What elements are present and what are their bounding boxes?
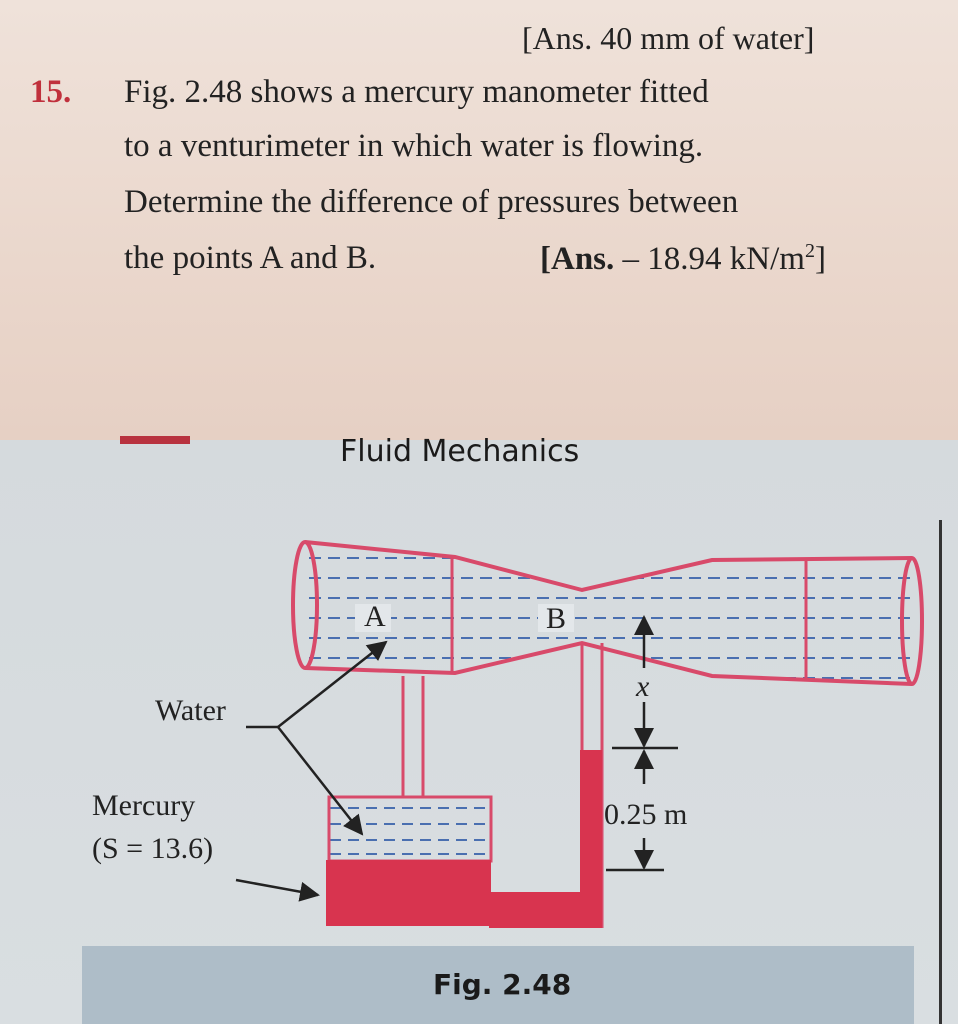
pipe-outlet-end (902, 558, 922, 684)
water-label: Water (155, 694, 226, 727)
answer-suffix: ] (814, 241, 826, 277)
answer-superscript: 2 (804, 240, 815, 262)
answer-value: – 18.94 kN/m (614, 241, 805, 277)
figure-caption: Fig. 2.48 (433, 968, 572, 1001)
pipe-top-outline (305, 542, 912, 590)
mercury-column-fill (580, 750, 602, 928)
running-header: Fluid Mechanics (340, 434, 580, 469)
mercury-label: Mercury (92, 789, 196, 822)
pipe-inlet-end (293, 542, 317, 668)
height-dimension-label: 0.25 m (604, 798, 688, 831)
left-manometer-tube (403, 676, 423, 798)
question-number: 15. (30, 74, 72, 110)
point-a-label: A (364, 600, 386, 633)
reservoir-water-dashes (330, 808, 490, 854)
question-line-4: the points A and B. (124, 240, 377, 276)
question-line-2: to a venturimeter in which water is flowing. (124, 128, 704, 164)
answer-prefix: [Ans. (540, 241, 615, 277)
point-b-label: B (546, 602, 567, 635)
x-dimension-label: x (636, 670, 650, 703)
previous-answer: [Ans. 40 mm of water] (522, 20, 815, 56)
pipe-bottom-outline (305, 643, 912, 684)
question-answer (540, 240, 826, 278)
venturimeter-manometer-diagram (0, 440, 958, 950)
question-line-1: Fig. 2.48 shows a mercury manometer fitted (124, 74, 709, 110)
manometer-reservoir (329, 797, 491, 861)
specific-gravity-label: (S = 13.6) (92, 832, 214, 865)
question-line-3: Determine the difference of pressures between (124, 184, 739, 220)
mercury-pointer-arrow (236, 880, 318, 895)
mercury-reservoir-fill (326, 860, 491, 926)
